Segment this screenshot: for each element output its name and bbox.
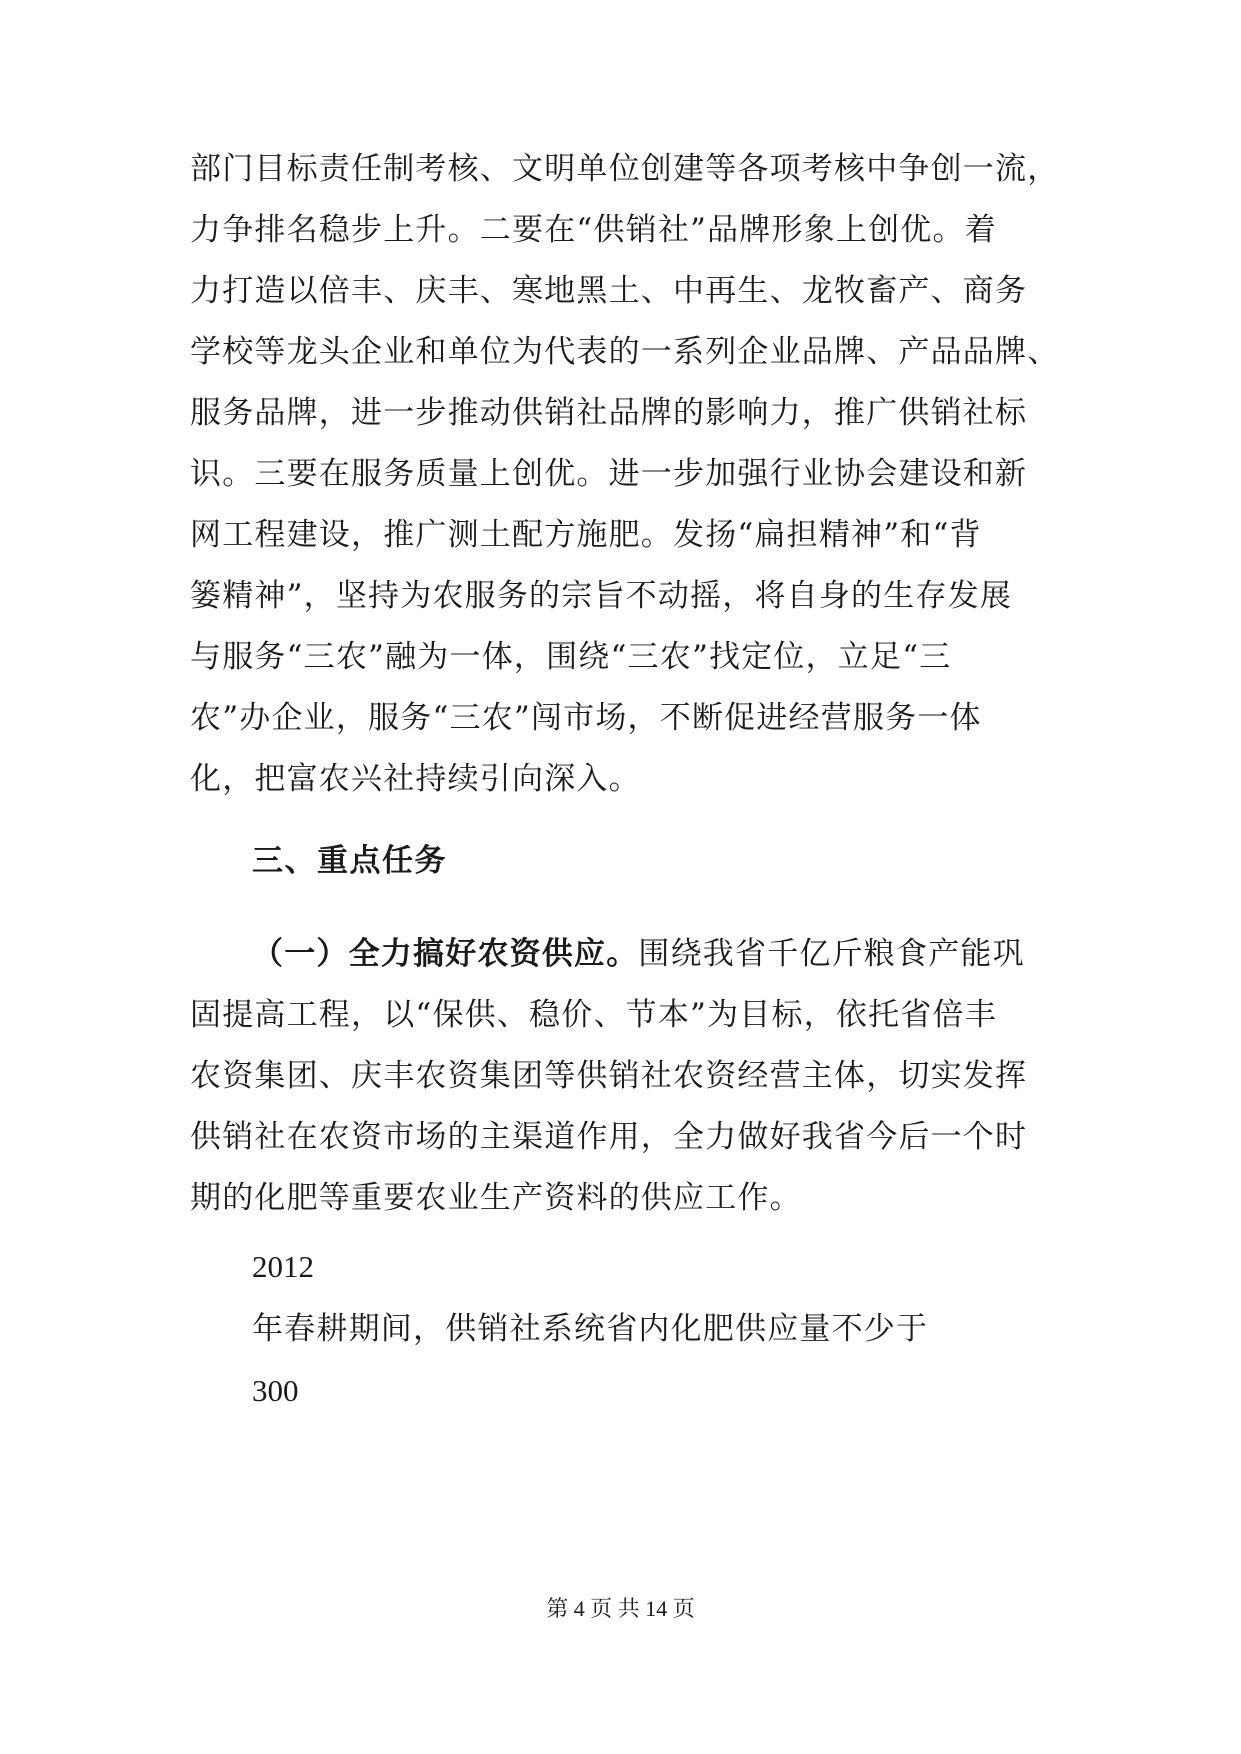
paragraph-continuation	[190, 139, 1090, 810]
text-run: 围绕我省千亿斤粮食产能巩	[638, 936, 1025, 972]
page-footer: 第 4 页 共 14 页	[546, 1596, 695, 1621]
number-fragment: 300	[252, 1373, 299, 1408]
text-line: 固提高工程，以“保供、稳价、节本”为目标，依托省倍丰	[190, 997, 997, 1033]
text-line: 识。三要在服务质量上创优。进一步加强行业协会建设和新	[190, 456, 1028, 492]
text-line: 力打造以倍丰、庆丰、寒地黑土、中再生、龙牧畜产、商务	[190, 273, 1028, 309]
text-line: 服务品牌，进一步推动供销社品牌的影响力，推广供销社标	[190, 395, 1028, 431]
year-fragment: 2012	[252, 1249, 314, 1284]
text-fragment: 年春耕期间，供销社系统省内化肥供应量不少于	[252, 1311, 929, 1347]
text-line: 学校等龙头企业和单位为代表的一系列企业品牌、产品品牌、	[190, 334, 1060, 370]
text-line: 期的化肥等重要农业生产资料的供应工作。	[190, 1180, 802, 1216]
text-line: 部门目标责任制考核、文明单位创建等各项考核中争创一流，	[190, 151, 1060, 187]
text-line: 篓精神”，坚持为农服务的宗旨不动摇，将自身的生存发展	[190, 578, 1013, 614]
subsection-title: （一）全力搞好农资供应。	[252, 936, 639, 972]
text-line: 力争排名稳步上升。二要在“供销社”品牌形象上创优。着	[190, 212, 997, 248]
text-line: 农”办企业，服务“三农”闯市场，不断促进经营服务一体	[190, 700, 982, 736]
section-heading: 三、重点任务	[252, 843, 447, 879]
text-line: 化，把富农兴社持续引向深入。	[190, 761, 641, 797]
text-line: 网工程建设，推广测土配方施肥。发扬“扁担精神”和“背	[190, 517, 982, 553]
text-line	[190, 924, 1090, 985]
text-line: 供销社在农资市场的主渠道作用，全力做好我省今后一个时	[190, 1119, 1028, 1155]
paragraph-key-task-1	[190, 924, 1090, 1229]
text-line: 农资集团、庆丰农资集团等供销社农资经营主体，切实发挥	[190, 1058, 1028, 1094]
text-line: 与服务“三农”融为一体，围绕“三农”找定位，立足“三	[190, 639, 952, 675]
